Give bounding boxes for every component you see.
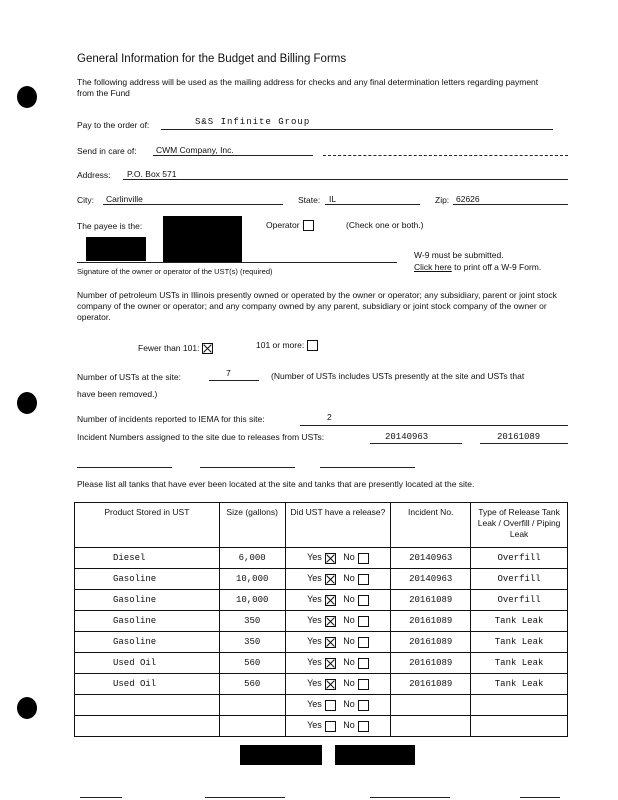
w9-required: W-9 must be submitted.	[414, 250, 504, 260]
header-size: Size (gallons)	[219, 503, 285, 548]
yes-checkbox[interactable]	[325, 700, 336, 711]
incident-numbers-label: Incident Numbers assigned to the site due to releases from USTs:	[77, 432, 325, 442]
pay-label: Pay to the order of:	[77, 120, 150, 130]
release-cell: Yes No	[285, 611, 391, 632]
header-type: Type of Release Tank Leak / Overfill / Piping Leak	[471, 503, 568, 548]
size-cell[interactable]: 6,000	[219, 548, 285, 569]
type-cell[interactable]: Tank Leak	[471, 653, 568, 674]
no-checkbox[interactable]	[358, 721, 369, 732]
no-checkbox[interactable]	[358, 595, 369, 606]
no-checkbox[interactable]	[358, 700, 369, 711]
incident-cell[interactable]: 20161089	[391, 653, 471, 674]
more-checkbox[interactable]	[307, 340, 318, 351]
w9-link[interactable]: Click here	[414, 262, 452, 272]
table-row	[75, 695, 568, 716]
fewer-checkbox[interactable]	[202, 343, 213, 354]
care-value[interactable]: CWM Company, Inc.	[156, 145, 234, 155]
product-cell[interactable]: Gasoline	[75, 590, 220, 611]
header-product: Product Stored in UST	[75, 503, 220, 548]
table-row	[75, 653, 568, 674]
table-row	[75, 674, 568, 695]
table-row	[75, 611, 568, 632]
incidents-label: Number of incidents reported to IEMA for this site:	[77, 414, 265, 424]
table-row	[75, 548, 568, 569]
size-cell[interactable]: 560	[219, 674, 285, 695]
print-button[interactable]	[240, 745, 322, 765]
release-cell: Yes No	[285, 653, 391, 674]
state-value[interactable]: IL	[329, 194, 337, 204]
fewer-than-101: Fewer than 101:	[138, 343, 213, 354]
release-cell: Yes No	[285, 674, 391, 695]
size-cell[interactable]: 350	[219, 611, 285, 632]
type-cell[interactable]: Overfill	[471, 548, 568, 569]
product-cell[interactable]	[75, 695, 220, 716]
usts-note-2: have been removed.)	[77, 389, 158, 399]
header-incident: Incident No.	[391, 503, 471, 548]
release-cell: Yes No	[285, 716, 391, 737]
release-cell: Yes No	[285, 695, 391, 716]
usts-note: (Number of USTs includes USTs presently at the site and USTs that	[271, 371, 525, 381]
table-row	[75, 632, 568, 653]
punch-hole	[17, 392, 37, 414]
yes-checkbox[interactable]	[325, 679, 336, 690]
yes-checkbox[interactable]	[325, 658, 336, 669]
incident-cell[interactable]: 20161089	[391, 611, 471, 632]
address-value[interactable]: P.O. Box 571	[127, 169, 177, 179]
yes-checkbox[interactable]	[325, 553, 336, 564]
size-cell[interactable]: 350	[219, 632, 285, 653]
zip-label: Zip:	[435, 195, 450, 205]
payee-label: The payee is the:	[77, 221, 143, 231]
city-value[interactable]: Carlinville	[106, 194, 143, 204]
size-cell[interactable]	[219, 695, 285, 716]
usts-label: Number of USTs at the site:	[77, 372, 181, 382]
product-cell[interactable]: Diesel	[75, 548, 220, 569]
type-cell[interactable]: Overfill	[471, 590, 568, 611]
size-cell[interactable]: 560	[219, 653, 285, 674]
more-than-101: 101 or more:	[256, 340, 318, 351]
ust-table	[74, 502, 568, 737]
type-cell[interactable]: Tank Leak	[471, 611, 568, 632]
incident-cell[interactable]: 20161089	[391, 674, 471, 695]
product-cell[interactable]: Used Oil	[75, 674, 220, 695]
type-cell[interactable]: Overfill	[471, 569, 568, 590]
incident-number-2[interactable]: 20161089	[497, 432, 541, 442]
release-cell: Yes No	[285, 569, 391, 590]
incident-cell[interactable]	[391, 695, 471, 716]
incident-cell[interactable]: 20140963	[391, 569, 471, 590]
table-row	[75, 716, 568, 737]
yes-checkbox[interactable]	[325, 721, 336, 732]
punch-hole	[17, 86, 37, 108]
size-cell[interactable]: 10,000	[219, 590, 285, 611]
city-label: City:	[77, 195, 94, 205]
product-cell[interactable]: Used Oil	[75, 653, 220, 674]
usts-value[interactable]: 7	[226, 368, 231, 378]
operator-checkbox[interactable]: Operator	[266, 220, 314, 231]
state-label: State:	[298, 195, 321, 205]
release-cell: Yes No	[285, 590, 391, 611]
no-checkbox[interactable]	[358, 574, 369, 585]
incident-cell[interactable]: 20161089	[391, 590, 471, 611]
incident-cell[interactable]: 20161089	[391, 632, 471, 653]
release-cell: Yes No	[285, 548, 391, 569]
no-checkbox[interactable]	[358, 679, 369, 690]
intro-text: The following address will be used as the mailing address for checks and any final determination letters regarding payment from the Fund	[77, 77, 539, 98]
yes-checkbox[interactable]	[325, 574, 336, 585]
type-cell[interactable]	[471, 695, 568, 716]
type-cell[interactable]: Tank Leak	[471, 632, 568, 653]
type-cell[interactable]	[471, 716, 568, 737]
yes-checkbox[interactable]	[325, 616, 336, 627]
incident-cell[interactable]: 20140963	[391, 548, 471, 569]
no-checkbox[interactable]	[358, 658, 369, 669]
check-one-note: (Check one or both.)	[346, 220, 424, 230]
incidents-value[interactable]: 2	[327, 412, 332, 422]
product-cell[interactable]	[75, 716, 220, 737]
incident-cell[interactable]	[391, 716, 471, 737]
redacted-signature	[86, 237, 146, 261]
size-cell[interactable]	[219, 716, 285, 737]
page-title: General Information for the Budget and Billing Forms	[77, 53, 347, 65]
table-intro: Please list all tanks that have ever been located at the site and tanks that are presently located at the site.	[77, 479, 475, 489]
yes-checkbox[interactable]	[325, 637, 336, 648]
redacted-block	[163, 216, 242, 262]
care-label: Send in care of:	[77, 146, 137, 156]
table-row	[75, 590, 568, 611]
reset-button[interactable]	[335, 745, 415, 765]
release-cell: Yes No	[285, 632, 391, 653]
no-checkbox[interactable]	[358, 553, 369, 564]
yes-checkbox[interactable]	[325, 595, 336, 606]
table-row	[75, 569, 568, 590]
punch-hole	[17, 697, 37, 719]
no-checkbox[interactable]	[358, 637, 369, 648]
petroleum-text: Number of petroleum USTs in Illinois presently owned or operated by the owner or operator; any subsidiary, parent or joint stock company of the owner or operator; and any company owned by any parent, subsidiary or joint stock company of the owner or operator.	[77, 290, 557, 322]
type-cell[interactable]: Tank Leak	[471, 674, 568, 695]
size-cell[interactable]: 10,000	[219, 569, 285, 590]
address-label: Address:	[77, 170, 111, 180]
signature-label: Signature of the owner or operator of the UST(s) (required)	[77, 267, 273, 276]
w9-link-line: Click here to print off a W-9 Form.	[414, 262, 542, 272]
product-cell[interactable]: Gasoline	[75, 569, 220, 590]
incident-number-1[interactable]: 20140963	[385, 432, 429, 442]
product-cell[interactable]: Gasoline	[75, 611, 220, 632]
product-cell[interactable]: Gasoline	[75, 632, 220, 653]
header-release: Did UST have a release?	[285, 503, 391, 548]
pay-value[interactable]: S&S Infinite Group	[195, 117, 311, 127]
zip-value[interactable]: 62626	[456, 194, 480, 204]
no-checkbox[interactable]	[358, 616, 369, 627]
